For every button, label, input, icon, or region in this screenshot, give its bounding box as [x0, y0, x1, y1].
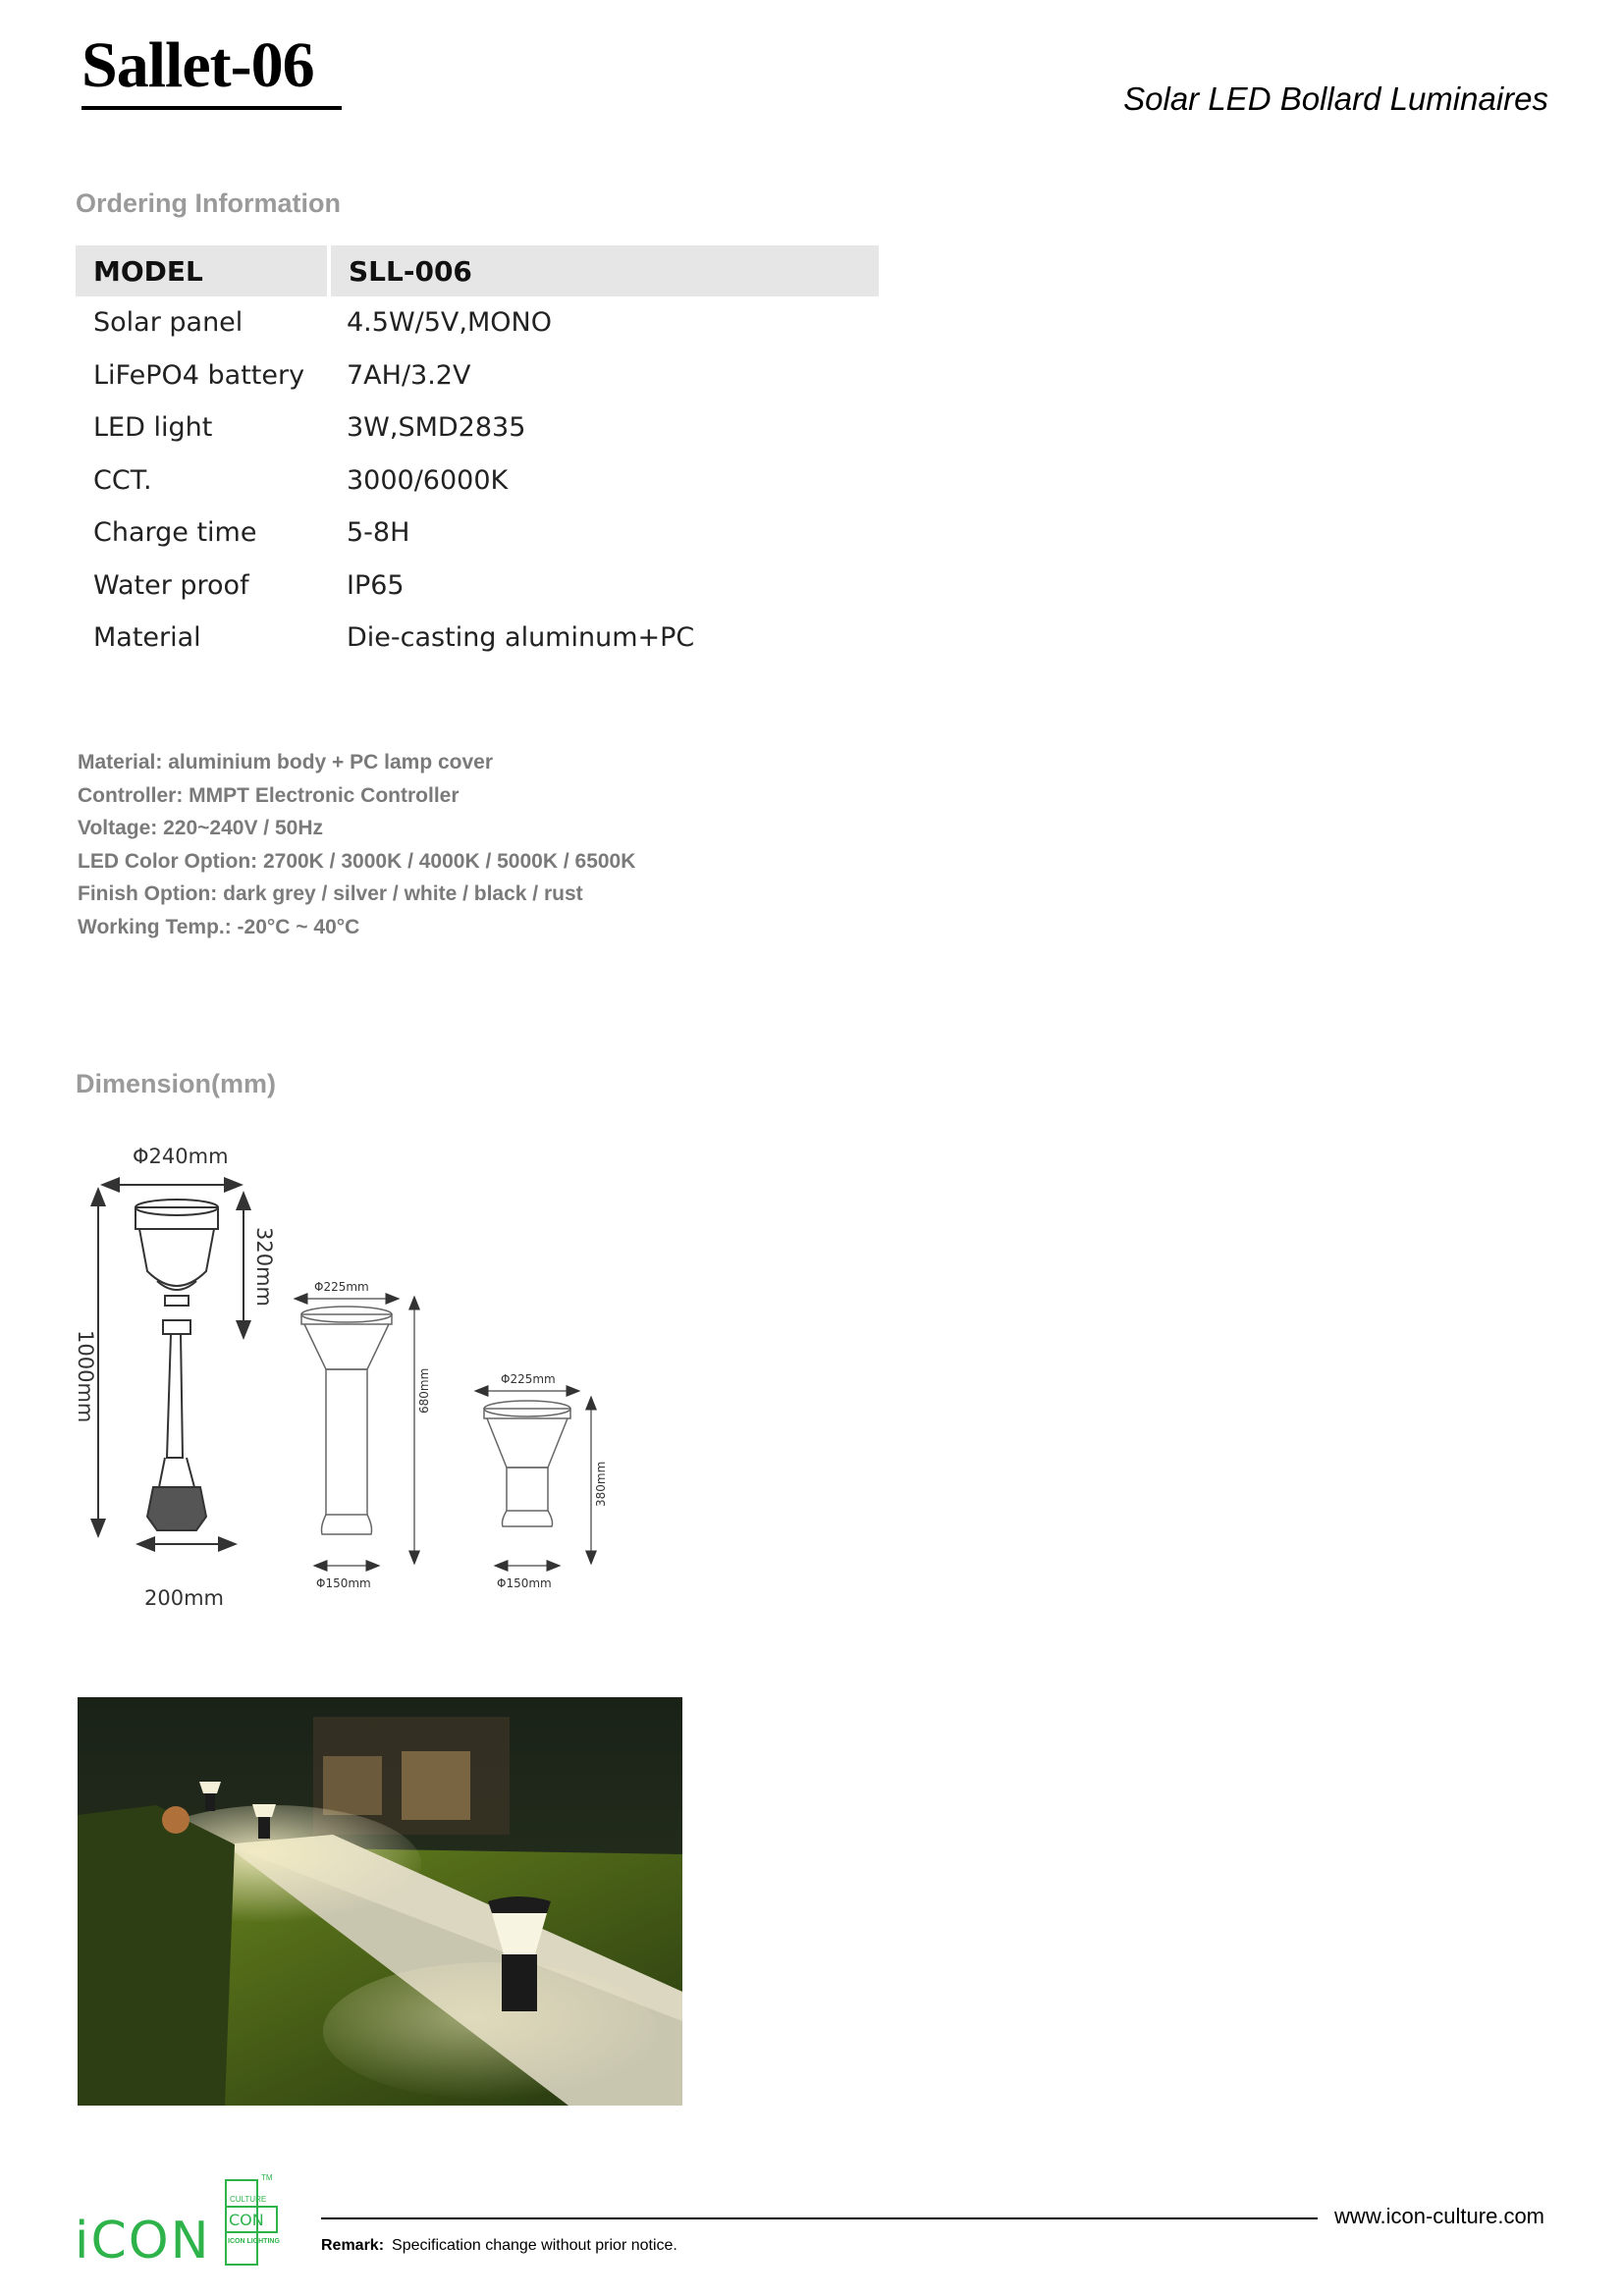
- spec-value: 5-8H: [347, 517, 410, 549]
- short-base-width-label: Φ150mm: [497, 1576, 552, 1590]
- spec-label: LED light: [93, 412, 213, 444]
- spec-value: 7AH/3.2V: [347, 359, 471, 391]
- spec-value: 3000/6000K: [347, 464, 509, 496]
- short-top-width-label: Φ225mm: [501, 1372, 556, 1386]
- logo-lighting-text: ICON LIGHTING: [228, 2238, 280, 2245]
- tall-head-height-label: 320mm: [252, 1227, 276, 1307]
- spec-label: Charge time: [93, 517, 257, 549]
- medium-top-width-label: Φ225mm: [314, 1280, 369, 1294]
- logo-tm: TM: [261, 2173, 273, 2182]
- feature-item: LED Color Option: 2700K / 3000K / 4000K / 5000K / 6500K: [78, 849, 636, 873]
- spec-value: Die-casting aluminum+PC: [347, 622, 695, 654]
- remark-label: Remark:: [321, 2237, 385, 2254]
- logo-con-text: CON: [229, 2211, 264, 2229]
- tall-total-height-label: 1000mm: [74, 1330, 97, 1423]
- spec-table: [76, 245, 879, 665]
- feature-list: [78, 746, 635, 943]
- feature-item: Voltage: 220~240V / 50Hz: [78, 817, 323, 839]
- table-header-cell: SLL-006: [329, 245, 879, 296]
- website-link[interactable]: www.icon-culture.com: [1334, 2204, 1544, 2228]
- product-category: Solar LED Bollard Luminaires: [1123, 80, 1548, 117]
- table-row: [76, 454, 879, 507]
- spec-label: CCT.: [93, 464, 152, 496]
- spec-label: LiFePO4 battery: [93, 359, 305, 391]
- company-logo: [75, 2172, 310, 2270]
- remark-text: Specification change without prior notice.: [392, 2237, 677, 2254]
- logo-wordmark: iCON: [75, 2212, 211, 2270]
- spec-label: Solar panel: [93, 307, 243, 339]
- feature-item: Finish Option: dark grey / silver / white / black / rust: [78, 882, 583, 905]
- dimension-drawing: [69, 1134, 619, 1625]
- table-header-cell: MODEL: [76, 245, 329, 296]
- feature-item: Controller: MMPT Electronic Controller: [78, 783, 460, 807]
- remark-note: [321, 2237, 677, 2255]
- ordering-heading: Ordering Information: [76, 188, 341, 218]
- feature-item: Working Temp.: -20°C ~ 40°C: [78, 915, 360, 938]
- title-underline: [81, 106, 342, 110]
- tall-bollard-drawing: [98, 1185, 243, 1544]
- table-row: [76, 401, 879, 454]
- table-row: [76, 349, 879, 402]
- product-photo: [78, 1697, 682, 2106]
- medium-height-label: 680mm: [417, 1367, 431, 1414]
- product-title: Sallet-06: [81, 29, 314, 101]
- medium-bollard-drawing: [300, 1299, 414, 1566]
- short-height-label: 380mm: [594, 1461, 608, 1507]
- spec-value: IP65: [347, 569, 405, 601]
- table-row: [76, 507, 879, 560]
- spec-value: 3W,SMD2835: [347, 412, 526, 444]
- table-row: [76, 612, 879, 665]
- dimension-heading: Dimension(mm): [76, 1069, 277, 1098]
- table-row: [76, 296, 879, 349]
- spec-value: 4.5W/5V,MONO: [347, 307, 552, 339]
- tall-base-width-label: 200mm: [144, 1586, 224, 1610]
- footer-divider: [321, 2217, 1318, 2219]
- logo-culture-text: CULTURE: [230, 2195, 267, 2204]
- spec-label: Water proof: [93, 569, 249, 601]
- medium-base-width-label: Φ150mm: [316, 1576, 371, 1590]
- spec-label: Material: [93, 622, 201, 654]
- tall-top-width-label: Φ240mm: [133, 1145, 229, 1168]
- feature-item: Material: aluminium body + PC lamp cover: [78, 751, 494, 774]
- short-bollard-drawing: [481, 1391, 591, 1566]
- table-row: [76, 560, 879, 613]
- table-header-row: [76, 245, 879, 296]
